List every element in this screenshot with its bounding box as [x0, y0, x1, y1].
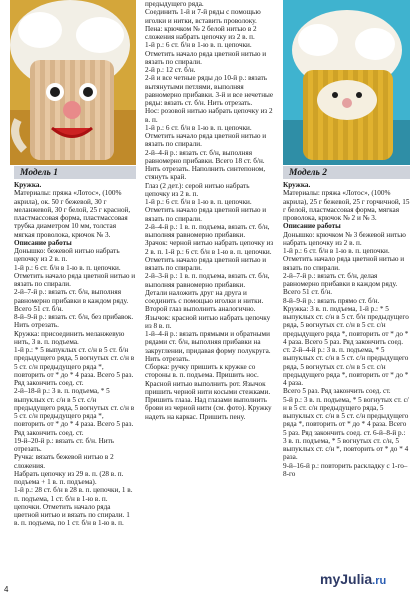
paragraph: 1-й р.: * 5 выпуклых ст. с/н в 5 ст. б/н предыдущего ряда, 5 вогнутых ст. с/н в 5 ст. с/н предыдущего ряда *, повторить от * до * 4 раза. Всего 5 раз. Ряд закончить соед. ст.	[14, 346, 135, 387]
paragraph: Детали наложить друг на друга и соединить с помощью иголки и нитки. Второй глаз выполнить аналогично.	[145, 288, 264, 314]
section-heading: Описание работы	[283, 222, 341, 231]
paragraph: 2-й–18-й р.: 3 в. п. подъема, * 5 выпуклых ст. с/н в 5 ст. с/н предыдущего ряда, 5 вогнутых ст. с/н в 5 ст. с/н предыдущего ряда *, повторить от * до * 4 раза. Всего 5 раз. Ряд закончить соед. ст.	[14, 387, 135, 437]
paragraph: 2-й–7-й р.: вязать ст. б/н, выполняя равномерно прибавки в каждом ряду. Всего 51 ст. б/н.	[14, 288, 129, 313]
paragraph: 5-й р.: 3 в. п. подъема, * 5 вогнутых ст. с/н в 5 ст. с/н предыдущего ряда, 5 выпуклых ст. с/н в 5 ст. с/н предыдущего ряда *, повторить от * до * 4 раза. Всего 5 раз. Ряд закончить соед. ст. 6-й–8-й р.: 3 в. п. подъема, * 5 вогнутых ст. с/н, 5 выпуклых ст. с/н *, повторить от * до * 4 раза.	[283, 395, 409, 462]
model-2-text	[283, 181, 410, 561]
paragraph: 1-й–4-й р.: вязать прямыми и обратными рядами ст. б/н, выполняя прибавки на закруглении, придавая форму полукруга. Нить отрезать.	[145, 330, 271, 363]
paragraph: 8-й–9-й р.: вязать прямо ст. б/н.	[283, 296, 380, 305]
paragraph: Глаз (2 дет.): серой нитью набрать цепочку из 2 в. п.	[145, 181, 250, 198]
paragraph: предыдущего ряда.	[145, 0, 204, 8]
paragraph: Кружка.	[283, 181, 311, 189]
photo-model-1	[10, 0, 136, 165]
photo-model-2-illustration	[283, 0, 410, 165]
paragraph: 2-й и все четные ряды до 10-й р.: вязать вытянутыми петлями, выполняя равномерно прибавки. 3-й и все нечетные ряды: вязать ст. б/н. Нить отрезать.	[145, 74, 274, 107]
paragraph: Кружка: присоединить меланжевую нить, 3 в. п. подъема.	[14, 329, 125, 346]
paragraph: Красной нитью выполнить рот. Язычок пришить черной нити косыми стежками.	[145, 379, 271, 396]
paragraph: Кружка.	[14, 181, 42, 189]
watermark-suffix: .ru	[372, 575, 387, 587]
model-1-text	[14, 181, 136, 591]
photo-model-1-illustration	[10, 0, 136, 165]
section-heading: Описание работы	[14, 238, 72, 247]
paragraph: Зрачок: черной нитью набрать цепочку из 2 в. п. 1-й р.: 6 ст. б/н в 1-ю в. п. цепочки. Отметить начало ряда цветной нитью и вязать по спирали.	[145, 239, 274, 272]
paragraph: 1-й р.: 6 ст. б/н в 1-ю в. п. цепочки. Отметить начало ряда цветной нитью и вязать по спирали.	[145, 41, 267, 66]
paragraph: 1-й р.: 28 ст. б/н в 28 в. п. цепочки, 1 в. п. подъема, 1 ст. б/н в 1-ю в. п. цепочки. Отметить начало ряда цветной нитью и вязать по спирали. 1 в. п. подъема, по 1 ст. б/н в 1-ю в. п.	[14, 486, 133, 528]
paragraph: 19-й–20-й р.: вязать ст. б/н. Нить отрезать.	[14, 436, 115, 453]
paragraph: Ручка: вязать бежевой нитью в 2 сложения.	[14, 453, 114, 470]
paragraph: Пена: крючком № 2 белой нитью в 2 сложения набрать цепочку из 2 в. п.	[145, 24, 257, 41]
paragraph: 1-й р.: 6 ст. б/н в 1-ю в. п. цепочки. Отметить начало ряда цветной нитью и вязать по спирали.	[145, 123, 267, 149]
watermark-logo	[320, 571, 386, 587]
paragraph: Кружка: 3 в. п. подъема, 1-й р.: * 5 выпуклых ст. с/н в 5 ст. б/н предыдущего ряда, 5 вогнутых ст. с/н в 5 ст. с/н предыдущего ряда *, повторить от * до * 4 раза. Всего 5 раз. Ряд закончить соед. ст. 2-й–4-й р.: 3 в. п. подъема, * 5 выпуклых ст. с/н в 5 ст. с/н предыдущего ряда, 5 вогнутых ст. с/н в 5 ст. с/н предыдущего ряда *, повторить от * до * 4 раза.	[283, 304, 409, 387]
watermark-main: myJulia	[320, 571, 373, 587]
paragraph: 9-й–16-й р.: повторить раскладку с 1-го–8-го	[283, 461, 408, 478]
paragraph: Донышко: бежевой нитью набрать цепочку из 2 в. п.	[14, 247, 120, 264]
photo-model-2	[283, 0, 410, 165]
paragraph: 8-й–9-й р.: вязать ст. б/н, без прибавок. Нить отрезать.	[14, 313, 134, 330]
model-1-heading: Модель 1	[14, 166, 136, 179]
paragraph: 1-й р.: 6 ст. б/н в 1-ю в. п. цепочки. Отметить начало ряда цветной нитью и вязать по спирали.	[283, 247, 405, 272]
paragraph: Донышко: крючком № 3 бежевой нитью набрать цепочку из 2 в. п.	[283, 230, 406, 247]
page-number: 4	[4, 585, 9, 594]
paragraph: Материалы: пряжа «Лотос», (100% акрила), ок. 50 г бежевой, 30 г меланжевой, 30 г белой, 25 г красной, пластмассовая форма, пластмассовая трубка диаметром 10 мм, толстая мягкая проволока, крючок № 3.	[14, 189, 131, 239]
column-2-text	[145, 0, 274, 592]
paragraph: Пришить глаза. Над глазами выполнить брови из черной нити (см. фото). Кружку надеть на каркас. Пришить пену.	[145, 396, 272, 421]
paragraph: Нос: розовой нитью набрать цепочку из 2 в. п.	[145, 107, 273, 124]
paragraph: Сборка: ручку пришить к кружке со стороны в. п. подъема. Пришить нос.	[145, 363, 259, 380]
paragraph: 1-й р.: 6 ст. б/н в 1-ю в. п. цепочки. Отметить начало ряда цветной нитью и вязать по спирали.	[14, 263, 136, 288]
paragraph: 1-й р.: 6 ст. б/н в 1-ю в. п. цепочки. Отметить начало ряда цветной нитью и вязать по спирали.	[145, 198, 267, 223]
paragraph: 2-й р.: 12 ст. б/н.	[145, 66, 196, 74]
paragraph: 2-й–4-й р.: 1 в. п. подъема, вязать ст. б/н, выполняя равномерно прибавки.	[145, 222, 270, 239]
paragraph: Соединить 1-й и 7-й ряды с помощью иголки и нитки, вставить проволоку.	[145, 8, 261, 25]
paragraph: Набрать цепочку из 29 в. п. (28 в. п. подъема + 1 в. п. подъема).	[14, 469, 124, 486]
paragraph: Язычок: красной нитью набрать цепочку из 8 в. п.	[145, 313, 271, 330]
paragraph: Всего 5 раз. Ряд закончить соед. ст.	[283, 387, 391, 396]
paragraph: 2-й–3-й р.: 1 в. п. подъема, вязать ст. б/н, выполняя равномерно прибавки.	[145, 272, 270, 289]
paragraph: 2-й–7-й р.: вязать ст. б/н, делая равномерно прибавки в каждом ряду. Всего 51 ст. б/н.	[283, 271, 398, 297]
paragraph: Материалы: пряжа «Лотос», (100% акрила), 25 г бежевой, 25 г горчичной, 15 г белой, пластмассовая форма, мягкая проволока, крючок № 2 и № 3.	[283, 189, 410, 222]
model-2-heading: Модель 2	[283, 166, 410, 179]
paragraph: 2-й–4-й р.: вязать ст. б/н, выполняя равномерно прибавки. Всего 18 ст. б/н. Нить отрезать. Наполнить синтепоном, стянуть край.	[145, 148, 266, 182]
